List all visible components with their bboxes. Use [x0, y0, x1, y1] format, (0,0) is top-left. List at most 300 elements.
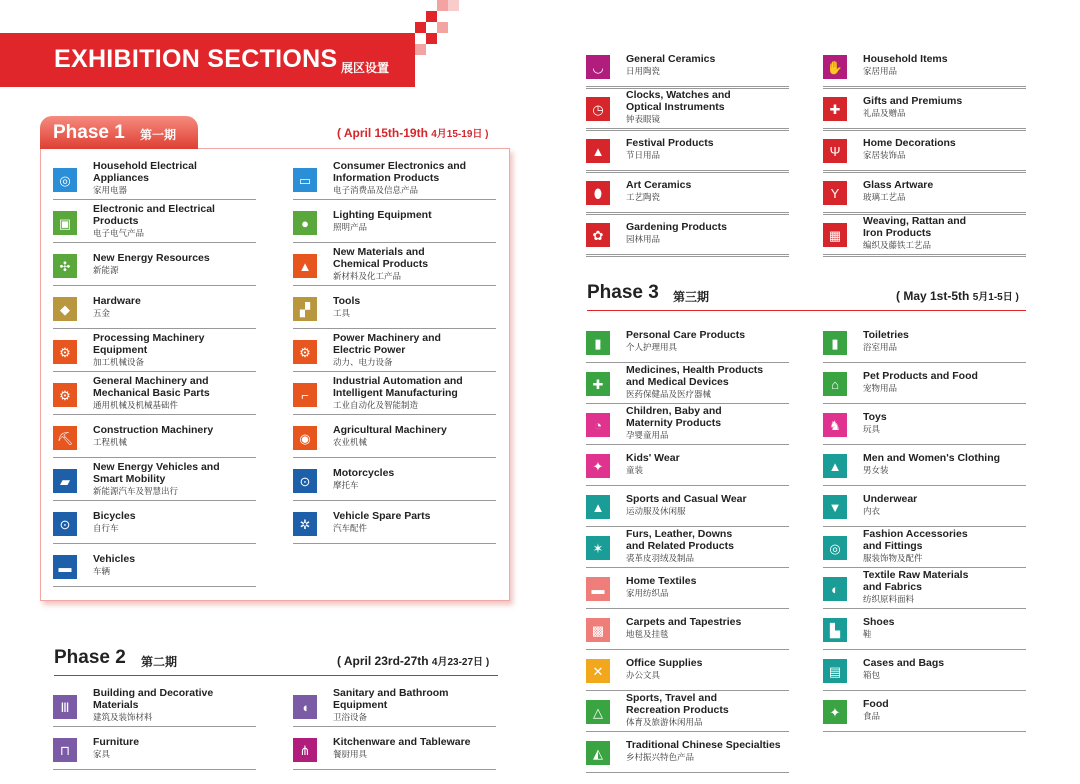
section-name: Pet Products and Food: [863, 370, 978, 382]
decor-square: [448, 0, 459, 11]
section-name-cn: 汽车配件: [333, 523, 368, 533]
gears-icon: ⚙: [53, 383, 77, 407]
section-name: Sanitary and Bathroom Equipment: [333, 687, 449, 711]
section-name-line2: Optical Instruments: [626, 101, 725, 113]
section-name: Construction Machinery: [93, 424, 214, 436]
row-divider: [586, 772, 789, 773]
row-divider: [293, 328, 496, 329]
section-item: [586, 214, 789, 252]
section-item: [823, 88, 1026, 126]
section-item: [823, 486, 1026, 524]
phase1-title-cn: 第一期: [140, 128, 177, 142]
section-label: [863, 650, 1026, 688]
section-name-cn: 餐厨用具: [333, 749, 368, 759]
tractor-icon: ◉: [293, 426, 317, 450]
section-name: Motorcycles: [333, 467, 395, 479]
section-name-cn: 办公文具: [626, 670, 661, 680]
section-name-cn: 编织及藤铁工艺品: [863, 240, 932, 250]
section-label: [626, 445, 789, 483]
section-item: [823, 527, 1026, 565]
row-divider: [293, 414, 496, 415]
row-divider: [53, 543, 256, 544]
wine-glass-icon: Y: [823, 181, 847, 205]
clothing-icon: ▲: [823, 454, 847, 478]
lock-icon: ◆: [53, 297, 77, 321]
section-name-line2: Electric Power: [333, 344, 406, 356]
section-name-cn: 乡村振兴特色产品: [626, 752, 695, 762]
bicycle-icon: ⊙: [53, 512, 77, 536]
phase3-title: Phase 3: [587, 282, 659, 303]
decor-square: [426, 33, 437, 44]
light-bulb-icon: ●: [293, 211, 317, 235]
section-item: [293, 729, 496, 767]
section-name: Lighting Equipment: [333, 209, 432, 221]
section-item: [293, 202, 496, 240]
row-divider: [293, 726, 496, 727]
section-label: [333, 288, 496, 326]
section-name: Glass Artware: [863, 179, 934, 191]
section-name-cn: 医药保健品及医疗器械: [626, 389, 712, 399]
section-name: Household Electrical: [93, 160, 197, 172]
section-item: [586, 172, 789, 210]
section-name: Carpets and Tapestries: [626, 616, 742, 628]
section-name-cn: 照明产品: [333, 222, 368, 232]
section-name-cn: 家居装饰品: [863, 150, 906, 160]
section-label: [863, 691, 1026, 729]
section-name: Weaving, Rattan and: [863, 215, 967, 227]
section-label: [863, 568, 1026, 606]
row-divider: [293, 457, 496, 458]
section-item: [53, 245, 256, 283]
section-name: Traditional Chinese Specialties: [626, 739, 781, 751]
lotion-icon: ▮: [586, 331, 610, 355]
section-item: [586, 322, 789, 360]
section-label: [626, 130, 789, 168]
section-item: [293, 460, 496, 498]
row-divider: [586, 170, 789, 171]
section-name-cn: 内衣: [863, 506, 881, 516]
section-item: [293, 245, 496, 283]
pencil-icon: ✕: [586, 659, 610, 683]
section-name: Toys: [863, 411, 887, 423]
section-item: [823, 172, 1026, 210]
section-item: [53, 288, 256, 326]
section-name: Children, Baby and: [626, 405, 722, 417]
section-item: [53, 546, 256, 584]
row-divider: [823, 731, 1026, 732]
section-name-cn: 纺织原料面料: [863, 594, 915, 604]
section-label: [93, 417, 256, 455]
section-name-cn: 新材料及化工产品: [333, 271, 402, 281]
section-label: [626, 527, 789, 565]
engine-icon: ⚙: [293, 340, 317, 364]
section-item: [53, 202, 256, 240]
section-name: Men and Women's Clothing: [863, 452, 1001, 464]
row-divider: [53, 457, 256, 458]
row-divider: [53, 500, 256, 501]
basket-icon: ▦: [823, 223, 847, 247]
row-divider: [823, 170, 1026, 171]
row-divider: [53, 414, 256, 415]
section-label: [93, 686, 256, 724]
section-item: [586, 486, 789, 524]
section-name-cn: 新能源: [93, 265, 119, 275]
section-name: Power Machinery and: [333, 332, 441, 344]
row-divider: [586, 256, 789, 257]
section-name-line2: Chemical Products: [333, 258, 429, 270]
section-name-cn: 工具: [333, 308, 351, 318]
phase2-divider: [54, 675, 498, 676]
section-item: [586, 130, 789, 168]
motorcycle-icon: ⊙: [293, 469, 317, 493]
phase1-title: Phase 1: [53, 122, 125, 143]
gift-icon: ✚: [823, 97, 847, 121]
section-name-cn: 鞋: [863, 629, 872, 639]
section-name: Clocks, Watches and: [626, 89, 731, 101]
row-divider: [53, 199, 256, 200]
row-divider: [293, 500, 496, 501]
phase3-title-cn: 第三期: [673, 290, 710, 304]
section-name-cn: 体育及旅游休闲用品: [626, 717, 703, 727]
section-name-line2: and Fabrics: [863, 581, 922, 593]
row-divider: [53, 726, 256, 727]
machine-icon: ⚙: [53, 340, 77, 364]
section-label: [333, 729, 496, 767]
section-label: [626, 214, 789, 252]
row-divider: [586, 254, 789, 255]
pet-house-icon: ⌂: [823, 372, 847, 396]
decor-square: [437, 22, 448, 33]
section-name-line2: Mechanical Basic Parts: [93, 387, 210, 399]
phase2-date: ( April 23rd-27th 4月23-27日 ): [337, 654, 490, 668]
section-name: Textile Raw Materials: [863, 569, 969, 581]
section-name-cn: 男女装: [863, 465, 889, 475]
section-name-line2: Information Products: [333, 172, 440, 184]
section-label: [333, 159, 496, 197]
section-name-line2: Recreation Products: [626, 704, 729, 716]
section-item: [823, 46, 1026, 84]
section-item: [823, 322, 1026, 360]
section-name: Kitchenware and Tableware: [333, 736, 471, 748]
section-name: Furniture: [93, 736, 140, 748]
section-label: [863, 404, 1026, 442]
section-name-cn: 工程机械: [93, 437, 128, 447]
section-name-cn: 家用纺织品: [626, 588, 669, 598]
section-name: New Energy Resources: [93, 252, 210, 264]
section-label: [626, 691, 789, 729]
rocking-horse-icon: ♞: [823, 413, 847, 437]
shoe-icon: ▙: [823, 618, 847, 642]
section-name-cn: 建筑及装饰材料: [93, 712, 153, 722]
section-name-cn: 工艺陶瓷: [626, 192, 661, 202]
phase2-title-cn: 第二期: [141, 655, 178, 669]
section-name: Household Items: [863, 53, 948, 65]
excavator-icon: ⛏: [53, 426, 77, 450]
button-icon: ◎: [823, 536, 847, 560]
section-item: [293, 159, 496, 197]
row-divider: [586, 86, 789, 87]
section-label: [863, 46, 1026, 84]
section-label: [333, 503, 496, 541]
section-name: Fashion Accessories: [863, 528, 968, 540]
section-label: [626, 650, 789, 688]
section-name-line2: Products: [93, 215, 139, 227]
section-label: [863, 486, 1026, 524]
row-divider: [293, 371, 496, 372]
row-divider: [53, 371, 256, 372]
section-item: [586, 609, 789, 647]
baby-clothes-icon: ✦: [586, 454, 610, 478]
section-name-cn: 加工机械设备: [93, 357, 145, 367]
section-item: [823, 445, 1026, 483]
row-divider: [293, 543, 496, 544]
section-item: [586, 568, 789, 606]
column-icon: Ⅲ: [53, 695, 77, 719]
phase1-date: ( April 15th-19th 4月15-19日 ): [337, 126, 489, 140]
section-item: [823, 568, 1026, 606]
teacup-icon: ◡: [586, 55, 610, 79]
electric-car-icon: ▰: [53, 469, 77, 493]
medical-kit-icon: ✚: [586, 372, 610, 396]
section-label: [333, 331, 496, 369]
section-name-cn: 新能源汽车及智慧出行: [93, 486, 179, 496]
section-name: General Machinery and: [93, 375, 209, 387]
robot-arm-icon: ⌐: [293, 383, 317, 407]
fabric-roll-icon: ◐: [823, 577, 847, 601]
row-divider: [53, 586, 256, 587]
section-label: [626, 404, 789, 442]
section-label: [93, 159, 256, 197]
section-name: Tools: [333, 295, 361, 307]
section-name-cn: 工业自动化及智能制造: [333, 400, 419, 410]
section-name-cn: 地毯及挂毯: [626, 629, 669, 639]
christmas-tree-icon: ▲: [586, 139, 610, 163]
section-name-cn: 宠物用品: [863, 383, 898, 393]
section-label: [626, 46, 789, 84]
landscape-icon: ◭: [586, 741, 610, 765]
section-item: [53, 686, 256, 724]
section-item: [823, 609, 1026, 647]
leather-icon: ✶: [586, 536, 610, 560]
phase3-divider: [587, 310, 1026, 311]
row-divider: [823, 128, 1026, 129]
section-item: [293, 686, 496, 724]
row-divider: [586, 128, 789, 129]
section-name-line2: and Medical Devices: [626, 376, 729, 388]
section-label: [93, 460, 256, 498]
section-name-cn: 浴室用品: [863, 342, 898, 352]
row-divider: [293, 242, 496, 243]
section-label: [863, 363, 1026, 401]
section-name-cn: 日用陶瓷: [626, 66, 661, 76]
section-name-cn: 五金: [93, 308, 111, 318]
row-divider: [293, 285, 496, 286]
banner-title: EXHIBITION SECTIONS: [54, 45, 338, 73]
jacket-icon: ▲: [586, 495, 610, 519]
section-label: [93, 202, 256, 240]
section-name-line2: Smart Mobility: [93, 473, 166, 485]
row-divider: [53, 242, 256, 243]
section-name: Electronic and Electrical: [93, 203, 215, 215]
section-name-line2: Equipment: [93, 344, 148, 356]
row-divider: [53, 328, 256, 329]
section-label: [626, 322, 789, 360]
row-divider: [823, 254, 1026, 255]
section-item: [293, 374, 496, 412]
section-label: [863, 214, 1026, 252]
exhibition-sections-banner: [0, 33, 415, 87]
section-label: [863, 609, 1026, 647]
section-item: [293, 331, 496, 369]
power-socket-icon: ▣: [53, 211, 77, 235]
section-name-cn: 童装: [626, 465, 644, 475]
section-name: Toiletries: [863, 329, 909, 341]
decor-square: [437, 0, 448, 11]
section-item: [53, 503, 256, 541]
toilet-icon: ◖: [293, 695, 317, 719]
section-name-cn: 服装饰物及配件: [863, 553, 923, 563]
section-label: [93, 729, 256, 767]
row-divider: [293, 769, 496, 770]
section-item: [293, 417, 496, 455]
section-item: [586, 404, 789, 442]
flask-icon: ▲: [293, 254, 317, 278]
section-label: [626, 609, 789, 647]
section-name-line2: Iron Products: [863, 227, 932, 239]
section-label: [863, 172, 1026, 210]
section-label: [93, 546, 256, 584]
cutlery-icon: ⋔: [293, 738, 317, 762]
section-label: [626, 732, 789, 770]
wheel-icon: ✲: [293, 512, 317, 536]
section-label: [863, 445, 1026, 483]
section-item: [53, 417, 256, 455]
section-name: New Materials and: [333, 246, 425, 258]
section-label: [333, 686, 496, 724]
section-item: [586, 445, 789, 483]
section-item: [53, 460, 256, 498]
phase1-tab: [40, 116, 198, 149]
section-name-cn: 摩托车: [333, 480, 359, 490]
section-name: Medicines, Health Products: [626, 364, 764, 376]
section-name: Underwear: [863, 493, 918, 505]
row-divider: [586, 212, 789, 213]
section-item: [53, 159, 256, 197]
section-label: [93, 245, 256, 283]
drill-icon: ▞: [293, 297, 317, 321]
section-item: [823, 130, 1026, 168]
stroller-icon: ◔: [586, 413, 610, 437]
section-name-cn: 运动服及休闲服: [626, 506, 686, 516]
section-item: [586, 46, 789, 84]
section-item: [53, 331, 256, 369]
section-label: [863, 88, 1026, 126]
section-label: [333, 374, 496, 412]
section-label: [863, 130, 1026, 168]
section-name-line2: and Related Products: [626, 540, 734, 552]
section-name: Industrial Automation and: [333, 375, 463, 387]
section-item: [586, 732, 789, 770]
section-item: [53, 729, 256, 767]
section-item: [823, 404, 1026, 442]
section-name-cn: 电子消费品及信息产品: [333, 185, 419, 195]
row-divider: [53, 769, 256, 770]
section-name-cn: 动力、电力设备: [333, 357, 393, 367]
section-name: Building and Decorative: [93, 687, 214, 699]
glove-icon: ✋: [823, 55, 847, 79]
monitor-icon: ▭: [293, 168, 317, 192]
section-name-cn: 自行车: [93, 523, 119, 533]
section-name: Consumer Electronics and: [333, 160, 467, 172]
section-item: [586, 363, 789, 401]
decor-square: [415, 44, 426, 55]
section-name: Agricultural Machinery: [333, 424, 447, 436]
section-label: [863, 322, 1026, 360]
section-item: [823, 650, 1026, 688]
section-name-cn: 电子电气产品: [93, 228, 145, 238]
section-label: [333, 245, 496, 283]
phase3-date: ( May 1st-5th 5月1-5日 ): [896, 289, 1019, 303]
tent-icon: △: [586, 700, 610, 724]
section-item: [53, 374, 256, 412]
chair-icon: ⊓: [53, 738, 77, 762]
section-label: [333, 202, 496, 240]
section-item: [586, 88, 789, 126]
section-name-line2: Appliances: [93, 172, 150, 184]
section-label: [626, 363, 789, 401]
banner-title-cn: 展区设置: [341, 61, 390, 75]
section-name: Hardware: [93, 295, 141, 307]
section-item: [293, 503, 496, 541]
section-name: Sports, Travel and: [626, 692, 718, 704]
section-name-cn: 家具: [93, 749, 111, 759]
section-name: General Ceramics: [626, 53, 716, 65]
candelabra-icon: Ψ: [823, 139, 847, 163]
flower-pot-icon: ✿: [586, 223, 610, 247]
food-icon: ✦: [823, 700, 847, 724]
section-label: [93, 331, 256, 369]
section-item: [586, 650, 789, 688]
toiletries-icon: ▮: [823, 331, 847, 355]
section-label: [93, 374, 256, 412]
section-name: Bicycles: [93, 510, 136, 522]
section-name-cn: 园林用品: [626, 234, 661, 244]
section-name-cn: 农业机械: [333, 437, 368, 447]
section-item: [823, 363, 1026, 401]
section-name: Gardening Products: [626, 221, 727, 233]
section-name: Furs, Leather, Downs: [626, 528, 733, 540]
section-label: [626, 568, 789, 606]
section-name: Art Ceramics: [626, 179, 692, 191]
section-name: New Energy Vehicles and: [93, 461, 220, 473]
truck-icon: ▬: [53, 555, 77, 579]
section-name: Festival Products: [626, 137, 714, 149]
section-item: [586, 691, 789, 729]
section-name-cn: 钟表眼镜: [626, 114, 661, 124]
section-name: Kids' Wear: [626, 452, 680, 464]
section-name: Cases and Bags: [863, 657, 945, 669]
section-name-cn: 卫浴设备: [333, 712, 368, 722]
section-name-cn: 裘革皮羽绒及制品: [626, 553, 695, 563]
row-divider: [823, 256, 1026, 257]
underwear-icon: ▼: [823, 495, 847, 519]
vase-icon: ⬮: [586, 181, 610, 205]
suitcase-icon: ▤: [823, 659, 847, 683]
row-divider: [823, 212, 1026, 213]
section-name-line2: Intelligent Manufacturing: [333, 387, 458, 399]
section-name-line2: and Fittings: [863, 540, 923, 552]
section-name: Vehicle Spare Parts: [333, 510, 431, 522]
